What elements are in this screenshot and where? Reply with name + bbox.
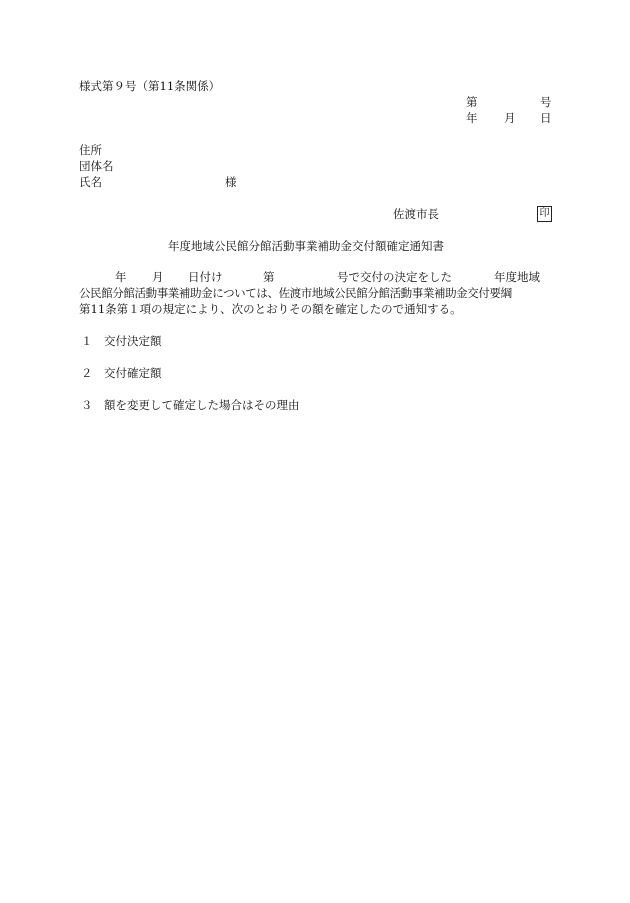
- doc-number-go: 号: [540, 95, 552, 109]
- date-year: 年: [466, 111, 478, 125]
- item-3-label: 額を変更して確定した場合はその理由: [104, 398, 300, 412]
- date-month: 月: [504, 111, 516, 125]
- item-2-number: ２: [81, 366, 93, 380]
- item-2-label: 交付確定額: [104, 366, 162, 380]
- recipient-name: 氏名: [79, 175, 102, 189]
- body-day-dated: 日付け: [188, 270, 223, 284]
- form-label: 様式第９号（第11条関係）: [79, 79, 221, 93]
- recipient-address: 住所: [79, 143, 102, 157]
- body-go-text: 号で交付の決定をした: [337, 270, 452, 284]
- item-1-label: 交付決定額: [104, 334, 162, 348]
- item-1-number: １: [81, 334, 93, 348]
- issuer-title: 佐渡市長: [393, 207, 439, 221]
- date-day: 日: [540, 111, 552, 125]
- recipient-honorific: 様: [225, 175, 237, 189]
- seal-mark: 印: [537, 206, 552, 222]
- recipient-group: 団体名: [79, 159, 114, 173]
- body-line-2: 公民館分館活動事業補助金については、佐渡市地域公民館分館活動事業補助金交付要綱: [79, 286, 512, 300]
- body-year: 年: [115, 270, 127, 284]
- body-month: 月: [152, 270, 164, 284]
- doc-number-dai: 第: [466, 95, 478, 109]
- body-year-region: 年度地域: [494, 270, 540, 284]
- item-3-number: ３: [81, 398, 93, 412]
- body-dai: 第: [263, 270, 275, 284]
- body-line-3: 第11条第１項の規定により、次のとおりその額を確定したので通知する。: [79, 302, 462, 316]
- document-title: 年度地域公民館分館活動事業補助金交付額確定通知書: [168, 239, 444, 253]
